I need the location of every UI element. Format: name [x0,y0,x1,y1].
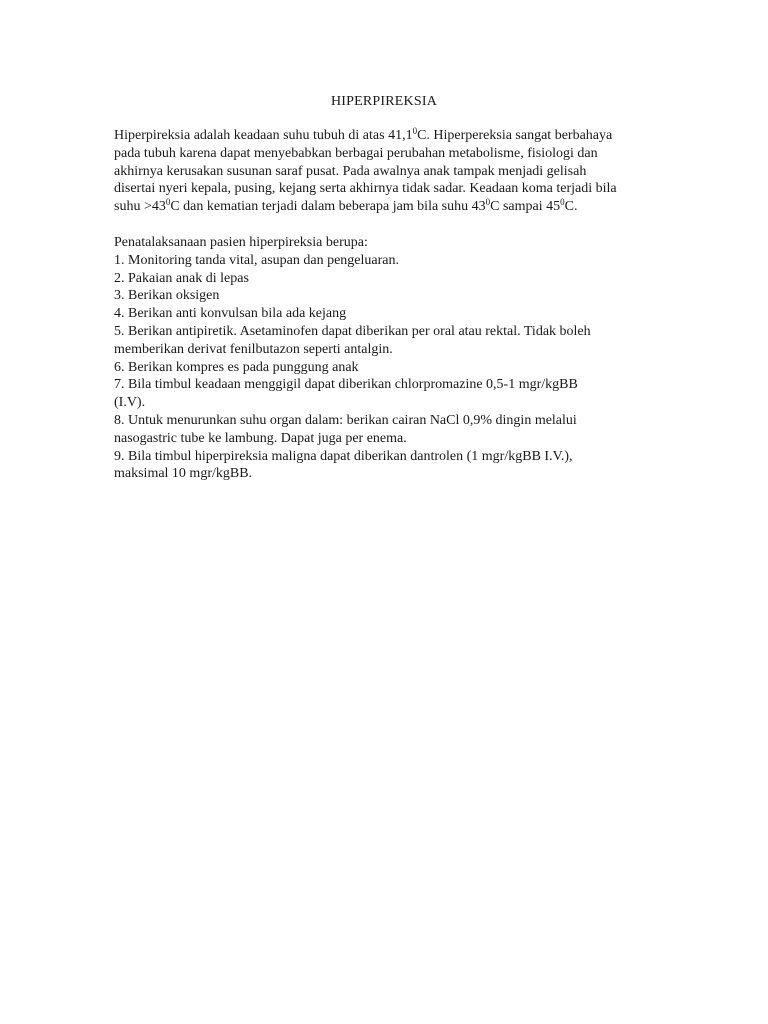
list-item-line: (I.V). [114,395,146,411]
degree-superscript: 0 [485,197,491,208]
intro-text: pada tubuh karena dapat menyebabkan berbagai perubahan metabolisme, fisiologi dan [114,145,598,161]
list-item [114,305,674,323]
degree-superscript: 0 [412,126,418,136]
degree-superscript: 0 [165,197,171,208]
list-item-line: 1. Monitoring tanda vital, asupan dan pengeluaran. [114,252,399,268]
list-item-line: maksimal 10 mgr/kgBB. [114,466,253,482]
list-item [114,252,674,270]
paragraph-spacer [114,216,674,234]
list-item [114,323,674,359]
list-item-line: 2. Pakaian anak di lepas [114,270,249,286]
intro-text: C dan kematian terjadi dalam beberapa jam bila suhu 43 [170,199,486,215]
list-item-line: 7. Bila timbul keadaan menggigil dapat diberikan chlorpromazine 0,5-1 mgr/kgBB [114,377,578,393]
document-title: HIPERPIREKSIA [330,94,438,109]
list-item [114,287,674,305]
intro-line [114,145,674,163]
list-item [114,359,674,377]
list-item-line: 4. Berikan anti konvulsan bila ada kejang [114,306,347,322]
intro-line [114,127,674,145]
list-item-line: 5. Berikan antipiretik. Asetaminofen dapat diberikan per oral atau rektal. Tidak boleh [114,323,591,339]
list-item-line: 6. Berikan kompres es pada punggung anak [114,359,359,375]
degree-superscript: 0 [560,197,565,208]
list-item-line: 8. Untuk menurunkan suhu organ dalam: berikan cairan NaCl 0,9% dingin melalui [114,412,577,428]
intro-text: akhirnya kerusakan susunan saraf pusat. Pada awalnya anak tampak menjadi gelisah [114,163,587,179]
list-item [114,270,674,288]
list-item-line: memberikan derivat fenilbutazon seperti antalgin. [114,341,393,357]
treatment-list [114,252,674,483]
list-item-line: nasogastric tube ke lambung. Dapat juga per enema. [114,430,407,446]
list-item-line: 9. Bila timbul hiperpireksia maligna dapat diberikan dantrolen (1 mgr/kgBB I.V.), [114,448,573,464]
list-item [114,412,674,448]
intro-line [114,163,674,181]
intro-line [114,180,674,198]
list-item [114,376,674,412]
list-item [114,448,674,484]
intro-text: C. Hiperpereksia sangat berbahaya [417,128,613,143]
intro-text: suhu >43 [114,199,166,215]
intro-text: Hiperpireksia adalah keadaan suhu tubuh di atas 41,1 [114,128,413,143]
intro-paragraph [114,127,674,216]
intro-text: C. [564,199,578,215]
intro-line [114,198,674,216]
list-heading: Penatalaksanaan pasien hiperpireksia berupa: [114,234,368,250]
document-body [114,127,674,483]
list-item-line: 3. Berikan oksigen [114,288,220,304]
intro-text: C sampai 45 [490,199,561,215]
intro-text: disertai nyeri kepala, pusing, kejang serta akhirnya tidak sadar. Keadaan koma terjadi bila [114,181,617,197]
